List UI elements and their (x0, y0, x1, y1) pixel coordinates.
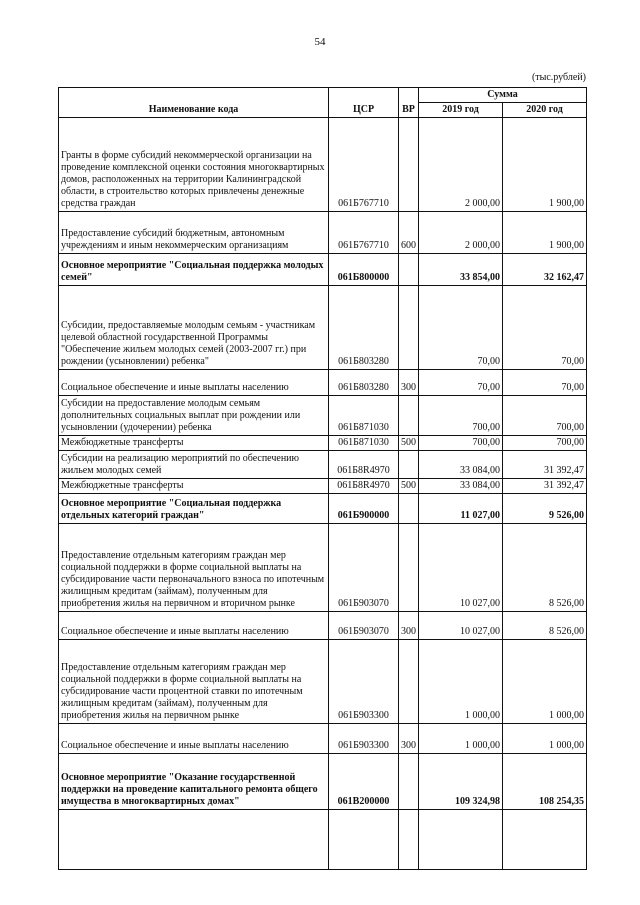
table-row (59, 118, 587, 212)
table-row (59, 612, 587, 640)
row-sum-2020: 31 392,47 (503, 451, 587, 479)
header-csr: ЦСР (329, 88, 399, 118)
row-csr: 061Б800000 (329, 254, 399, 286)
row-vr (399, 524, 419, 612)
budget-table (58, 87, 587, 870)
row-csr: 061Б803280 (329, 286, 399, 370)
row-sum-2020: 31 392,47 (503, 479, 587, 494)
row-sum-2020: 700,00 (503, 436, 587, 451)
row-csr: 061Б903300 (329, 724, 399, 754)
row-sum-2020: 1 900,00 (503, 118, 587, 212)
row-sum-2019: 700,00 (419, 396, 503, 436)
row-name: Гранты в форме субсидий некоммерческой организации на проведение комплексной оценки состояния многоквартирных домов, расположенных на территории Калининградской области, в строительство которых привлечены денежные средства граждан (59, 118, 329, 212)
row-sum-2019: 70,00 (419, 370, 503, 396)
table-row (59, 286, 587, 370)
row-sum-2020: 1 900,00 (503, 212, 587, 254)
row-csr: 061Б871030 (329, 396, 399, 436)
row-sum-2019: 1 000,00 (419, 640, 503, 724)
row-vr: 500 (399, 479, 419, 494)
row-name: Социальное обеспечение и иные выплаты населению (59, 370, 329, 396)
row-vr (399, 254, 419, 286)
row-vr: 300 (399, 370, 419, 396)
row-sum-2019: 109 324,98 (419, 754, 503, 810)
row-vr (399, 118, 419, 212)
row-name: Субсидии, предоставляемые молодым семьям - участникам целевой областной государственной Программы "Обеспечение жильем молодых семей (2003-2007 гг.) при рождении (усыновлении) ребенка" (59, 286, 329, 370)
row-sum-2019: 70,00 (419, 286, 503, 370)
table-row-empty (59, 810, 587, 870)
row-sum-2020: 8 526,00 (503, 524, 587, 612)
row-name: Социальное обеспечение и иные выплаты населению (59, 724, 329, 754)
unit-note: (тыс.рублей) (531, 72, 586, 83)
row-vr: 500 (399, 436, 419, 451)
table-row (59, 254, 587, 286)
row-name: Основное мероприятие "Социальная поддержка молодых семей" (59, 254, 329, 286)
row-csr: 061Б767710 (329, 212, 399, 254)
table-row (59, 396, 587, 436)
header-sum: Сумма (419, 88, 587, 103)
row-sum-2019: 700,00 (419, 436, 503, 451)
row-name: Предоставление субсидий бюджетным, автономным учреждениям и иным некоммерческим организациям (59, 212, 329, 254)
row-sum-2019: 33 084,00 (419, 479, 503, 494)
row-sum-2019: 10 027,00 (419, 524, 503, 612)
row-vr (399, 494, 419, 524)
row-vr: 300 (399, 612, 419, 640)
row-name: Межбюджетные трансферты (59, 479, 329, 494)
table-row (59, 640, 587, 724)
table-row (59, 212, 587, 254)
row-csr: 061Б900000 (329, 494, 399, 524)
row-name: Предоставление отдельным категориям граждан мер социальной поддержки в форме социальной выплаты на субсидирование части процентной ставки по ипотечным жилищным кредитам (займам), полученным для приобретения жилья на первичном рынке (59, 640, 329, 724)
row-csr: 061Б8R4970 (329, 479, 399, 494)
row-sum-2019: 2 000,00 (419, 118, 503, 212)
row-name: Основное мероприятие "Социальная поддержка отдельных категорий граждан" (59, 494, 329, 524)
header-vr: ВР (399, 88, 419, 118)
row-vr: 300 (399, 724, 419, 754)
row-csr: 061Б767710 (329, 118, 399, 212)
row-sum-2020: 9 526,00 (503, 494, 587, 524)
table-row (59, 524, 587, 612)
row-name: Субсидии на реализацию мероприятий по обеспечению жильем молодых семей (59, 451, 329, 479)
row-csr: 061Б903070 (329, 612, 399, 640)
row-csr: 061Б8R4970 (329, 451, 399, 479)
row-sum-2020: 700,00 (503, 396, 587, 436)
row-sum-2020: 70,00 (503, 370, 587, 396)
table-row (59, 370, 587, 396)
row-vr: 600 (399, 212, 419, 254)
page-number: 54 (314, 36, 326, 48)
row-sum-2020: 8 526,00 (503, 612, 587, 640)
row-vr (399, 754, 419, 810)
row-vr (399, 396, 419, 436)
table-row (59, 754, 587, 810)
row-csr: 061Б903300 (329, 640, 399, 724)
row-name: Предоставление отдельным категориям граждан мер социальной поддержки в форме социальной выплаты на субсидирование части первоначального взноса по ипотечным жилищным кредитам (займам), полученным для приобретения жилья на первичном и вторичном рынке (59, 524, 329, 612)
row-name: Межбюджетные трансферты (59, 436, 329, 451)
header-year-2019: 2019 год (419, 103, 503, 118)
row-sum-2019: 2 000,00 (419, 212, 503, 254)
table-row (59, 724, 587, 754)
row-sum-2020: 108 254,35 (503, 754, 587, 810)
table-row (59, 436, 587, 451)
row-csr: 061Б803280 (329, 370, 399, 396)
table-row (59, 494, 587, 524)
row-sum-2019: 10 027,00 (419, 612, 503, 640)
row-sum-2019: 33 854,00 (419, 254, 503, 286)
row-vr (399, 286, 419, 370)
row-name: Основное мероприятие "Оказание государственной поддержки на проведение капитального ремонта общего имущества в многоквартирных домах" (59, 754, 329, 810)
row-csr: 061В200000 (329, 754, 399, 810)
row-sum-2019: 33 084,00 (419, 451, 503, 479)
header-year-2020: 2020 год (503, 103, 587, 118)
row-csr: 061Б903070 (329, 524, 399, 612)
row-csr: 061Б871030 (329, 436, 399, 451)
row-vr (399, 451, 419, 479)
row-name: Субсидии на предоставление молодым семьям дополнительных социальных выплат при рождении или усыновлении (удочерении) ребенка (59, 396, 329, 436)
header-name: Наименование кода (59, 88, 329, 118)
row-sum-2020: 70,00 (503, 286, 587, 370)
row-sum-2019: 11 027,00 (419, 494, 503, 524)
row-name: Социальное обеспечение и иные выплаты населению (59, 612, 329, 640)
row-sum-2020: 32 162,47 (503, 254, 587, 286)
row-sum-2020: 1 000,00 (503, 640, 587, 724)
table-row (59, 479, 587, 494)
row-vr (399, 640, 419, 724)
row-sum-2020: 1 000,00 (503, 724, 587, 754)
table-row (59, 451, 587, 479)
row-sum-2019: 1 000,00 (419, 724, 503, 754)
